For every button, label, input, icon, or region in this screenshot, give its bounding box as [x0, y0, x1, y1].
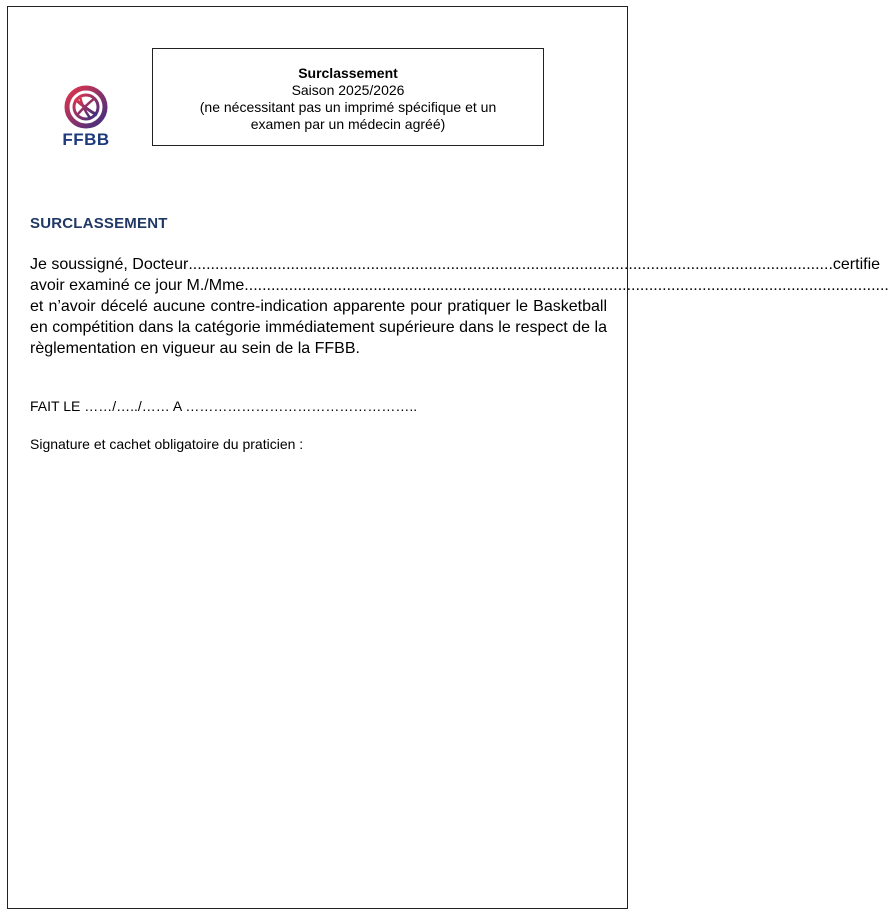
date-place-line: FAIT LE ……/…../…… A …………………………………………..	[30, 398, 418, 414]
ffbb-logo	[58, 85, 114, 155]
patient-label: avoir examiné ce jour M./Mme	[30, 277, 245, 294]
header-title: Surclassement	[298, 65, 398, 81]
doctor-label: Je soussigné, Docteur	[30, 256, 189, 273]
basketball-icon	[58, 85, 114, 131]
header-season: Saison 2025/2026	[291, 82, 405, 98]
doctor-line	[30, 254, 881, 275]
patient-line	[30, 275, 889, 296]
doctor-name-blank: .................................................................................................................................................	[188, 256, 833, 273]
logo-text: FFBB	[62, 130, 110, 149]
certificate-text	[30, 254, 889, 359]
header-box	[152, 48, 544, 146]
header-note-line1: (ne nécessitant pas un imprimé spécifique et un	[199, 99, 497, 115]
certificate-paragraph: et n’avoir décelé aucune contre-indication apparente pour pratiquer le Basketball en compétition dans la catégorie immédiatement supérieure dans le respect de la règlementation en vigueur au sein de la FFBB.	[30, 298, 607, 357]
header-note-line2: examen par un médecin agréé)	[250, 116, 446, 132]
patient-name-blank: .................................................................................................................................................	[244, 277, 889, 294]
section-title: SURCLASSEMENT	[30, 215, 168, 232]
signature-label: Signature et cachet obligatoire du praticien :	[30, 436, 304, 452]
certifie-label: certifie	[832, 256, 881, 273]
